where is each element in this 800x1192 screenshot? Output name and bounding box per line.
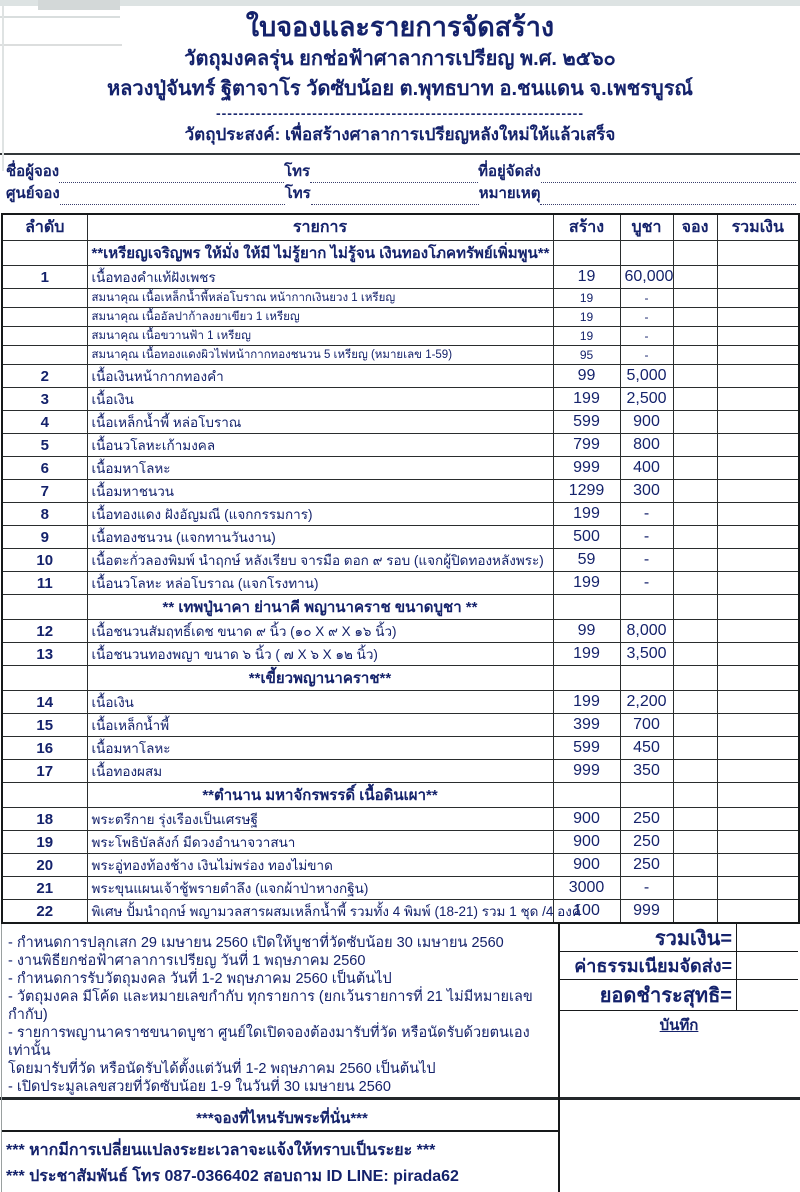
field-label: ชื่อผู้จอง [6,163,60,180]
edition-subtitle: วัตถุมงคลรุ่น ยกช่อฟ้าศาลาการเปรียญ พ.ศ. ๒๕๖๐ [184,48,616,70]
total-entry-cell[interactable] [717,365,799,388]
note-line: โดยมารับที่วัด หรือนัดรับได้ตั้งแต่วันที่ 1-2 พฤษภาคม 2560 เป็นต้นไป [8,1061,436,1077]
price-value: 3,500 [620,643,673,666]
row-number: 2 [2,365,87,388]
note-line: - กำหนดการรับวัตถุมงคล วันที่ 1-2 พฤษภาคม 2560 เป็นต้นไป [8,971,392,987]
total-entry-cell[interactable] [717,572,799,595]
total-entry-cell[interactable] [717,760,799,783]
row-number: 4 [2,411,87,434]
order-entry-cell[interactable] [673,643,717,666]
order-entry-cell[interactable] [673,620,717,643]
row-number [2,346,87,365]
row-number: 3 [2,388,87,411]
made-count: 199 [553,572,620,595]
price-value: - [620,549,673,572]
item-description: พิเศษ ปั้มนำฤกษ์ พญามวลสารผสมเหล็กน้ำพี้ รวมทั้ง 4 พิมพ์ (18-21) รวม 1 ชุด /4 องค์ [87,900,553,924]
item-description: พระโพธิบัลลังก์ มีดวงอำนาจวาสนา [87,831,553,854]
memo-label: บันทึก [659,1017,699,1034]
order-entry-cell[interactable] [673,457,717,480]
section-title: ** เทพปู่นาคา ย่านาคี พญานาคราช ขนาดบูชา ** [87,595,553,620]
section-title: **เขี้ยวพญานาคราช** [87,666,553,691]
field-label: ที่อยู่จัดส่ง [478,163,541,180]
price-value: 350 [620,760,673,783]
made-count: 1299 [553,480,620,503]
order-entry-cell[interactable] [673,289,717,308]
footer-notes [2,1130,558,1192]
item-description: พระอู่ทองท้องช้าง เงินไม่พร่อง ทองไม่ขาด [87,854,553,877]
made-count: 95 [553,346,620,365]
price-value: 999 [620,900,673,924]
total-entry-cell[interactable] [717,737,799,760]
table-row [2,457,799,480]
row-number: 5 [2,434,87,457]
total-entry-cell[interactable] [717,691,799,714]
price-value [620,595,673,620]
made-count: 999 [553,457,620,480]
total-entry-cell[interactable] [717,666,799,691]
order-entry-cell[interactable] [673,877,717,900]
table-row [2,289,799,308]
section-row [2,241,799,266]
item-description: เนื้อทองชนวน (แจกทานวันงาน) [87,526,553,549]
table-row [2,327,799,346]
item-description: เนื้อทองผสม [87,760,553,783]
order-entry-cell[interactable] [673,854,717,877]
order-entry-cell[interactable] [673,691,717,714]
total-entry-cell[interactable] [717,308,799,327]
total-entry-cell[interactable] [717,854,799,877]
order-entry-cell[interactable] [673,549,717,572]
price-value [620,783,673,808]
price-value: 5,000 [620,365,673,388]
item-description: เนื้อชนวนสัมฤทธิ์เดช ขนาด ๙ นิ้ว (๑๐ X ๙ X ๑๖ นิ้ว) [87,620,553,643]
made-count: 3000 [553,877,620,900]
total-entry-cell[interactable] [717,620,799,643]
item-description: สมนาคุณ เนื้อขวานฟ้า 1 เหรียญ [87,327,553,346]
total-entry-cell[interactable] [717,595,799,620]
price-value [620,241,673,266]
order-entry-cell[interactable] [673,346,717,365]
total-label: ยอดชำระสุทธิ= [599,985,732,1007]
table-row [2,714,799,737]
column-header-total: รวมเงิน [717,214,799,241]
made-count: 19 [553,266,620,289]
table-row [2,365,799,388]
made-count: 799 [553,434,620,457]
made-count: 399 [553,714,620,737]
order-entry-cell[interactable] [673,900,717,924]
order-entry-cell[interactable] [673,808,717,831]
page-title: ใบจองและรายการจัดสร้าง [245,12,555,42]
table-row [2,388,799,411]
row-number: 13 [2,643,87,666]
made-count [553,241,620,266]
total-entry-cell[interactable] [717,457,799,480]
row-number [2,327,87,346]
made-count: 100 [553,900,620,924]
price-value: 300 [620,480,673,503]
item-description: เนื้อมหาชนวน [87,480,553,503]
made-count: 599 [553,411,620,434]
total-entry-cell[interactable] [717,714,799,737]
order-entry-cell[interactable] [673,783,717,808]
item-description: เนื้อมหาโลหะ [87,457,553,480]
table-row [2,266,799,289]
price-value: 450 [620,737,673,760]
order-entry-cell[interactable] [673,266,717,289]
order-entry-cell[interactable] [673,503,717,526]
dashed-divider: ----------------------------------------------------------------- [215,105,585,121]
totals-rows [560,924,798,1011]
item-description: สมนาคุณ เนื้ออัลปาก้าลงยาเขียว 1 เหรียญ [87,308,553,327]
made-count: 199 [553,643,620,666]
item-description: พระตรีกาย รุ่งเรืองเป็นเศรษฐี [87,808,553,831]
total-label: รวมเงิน= [654,927,732,950]
price-value: 800 [620,434,673,457]
price-value: - [620,327,673,346]
made-count: 59 [553,549,620,572]
section-title: **ตำนาน มหาจักรพรรดิ์ เนื้อดินเผา** [87,783,553,808]
table-row [2,549,799,572]
made-count: 900 [553,808,620,831]
row-number: 21 [2,877,87,900]
total-entry-cell[interactable] [717,900,799,924]
order-table [1,213,800,924]
fill-in-field[interactable] [311,192,479,205]
price-value: 400 [620,457,673,480]
order-entry-cell[interactable] [673,388,717,411]
table-row [2,854,799,877]
order-entry-cell[interactable] [673,714,717,737]
price-value: - [620,308,673,327]
total-row [560,952,798,980]
row-number [2,595,87,620]
total-entry-cell[interactable] [717,289,799,308]
made-count: 199 [553,503,620,526]
table-row [2,620,799,643]
column-header-made: สร้าง [553,214,620,241]
made-count [553,783,620,808]
booking-fields [0,155,800,213]
scan-artifact [38,0,120,10]
price-value: - [620,346,673,365]
item-description: เนื้อมหาโลหะ [87,737,553,760]
row-number: 6 [2,457,87,480]
field-label: หมายเหตุ [478,185,541,202]
table-row [2,808,799,831]
order-entry-cell[interactable] [673,308,717,327]
pickup-note: ***จองที่ไหนรับพระที่นั่น*** [196,1110,368,1127]
total-entry-cell[interactable] [717,266,799,289]
row-number [2,241,87,266]
table-header-row [2,214,799,241]
fill-in-field[interactable] [59,170,284,183]
made-count [553,595,620,620]
price-value: 2,200 [620,691,673,714]
order-entry-cell[interactable] [673,480,717,503]
table-row [2,434,799,457]
footer-line: *** หากมีการเปลี่ยนแปลงระยะเวลาจะแจ้งให้ทราบเป็นระยะ *** [6,1142,436,1159]
total-label: ค่าธรรมเนียมจัดส่ง= [574,956,732,976]
section-row [2,595,799,620]
total-entry-cell[interactable] [717,327,799,346]
made-count: 599 [553,737,620,760]
price-value: 2,500 [620,388,673,411]
table-row [2,572,799,595]
order-entry-cell[interactable] [673,760,717,783]
total-entry-cell[interactable] [717,388,799,411]
row-number: 22 [2,900,87,924]
field-label: โทร [284,185,311,202]
fill-in-field[interactable] [541,170,796,183]
price-value [620,666,673,691]
total-entry-cell[interactable] [717,831,799,854]
item-description: เนื้อเงิน [87,388,553,411]
total-entry-cell[interactable] [717,526,799,549]
price-value: - [620,289,673,308]
section-title: **เหรียญเจริญพร ให้มั่ง ให้มี ไม่รู้ยาก ไม่รู้จน เงินทองโภคทรัพย์เพิ่มพูน** [87,241,553,266]
row-number: 9 [2,526,87,549]
made-count: 19 [553,327,620,346]
price-value: 250 [620,854,673,877]
total-row [560,980,798,1011]
total-entry-cell[interactable] [717,434,799,457]
price-value: - [620,526,673,549]
table-row [2,877,799,900]
footer-line: *** ประชาสัมพันธ์ โทร 087-0366402 สอบถาม ID LINE: pirada62 [6,1168,459,1185]
item-description: เนื้อเหล็กน้ำพี้ [87,714,553,737]
notes-list [8,934,556,1096]
row-number: 16 [2,737,87,760]
note-line: - เปิดประมูลเลขสวยที่วัดซับน้อย 1-9 ในวันที่ 30 เมษายน 2560 [8,1079,391,1095]
memo-box[interactable] [560,1011,798,1192]
made-count: 19 [553,289,620,308]
table-row [2,411,799,434]
total-entry-cell[interactable] [717,480,799,503]
order-entry-cell[interactable] [673,434,717,457]
table-row [2,346,799,365]
row-number: 1 [2,266,87,289]
item-description: เนื้อเหล็กน้ำพี้ หล่อโบราณ [87,411,553,434]
total-row [560,924,798,952]
temple-subtitle: หลวงปู่จันทร์ ฐิตาจาโร วัดซับน้อย ต.พุทธบาท อ.ชนแดน จ.เพชรบูรณ์ [106,78,693,100]
made-count: 99 [553,365,620,388]
total-entry-cell[interactable] [717,877,799,900]
column-header-price: บูชา [620,214,673,241]
row-number [2,783,87,808]
row-number: 19 [2,831,87,854]
schedule-notes [2,924,558,1130]
table-row [2,900,799,924]
order-entry-cell[interactable] [673,241,717,266]
order-table-body [2,214,799,923]
price-value: 250 [620,831,673,854]
column-header-index: ลำดับ [2,214,87,241]
section-row [2,783,799,808]
bottom-section [1,924,798,1192]
order-entry-cell[interactable] [673,595,717,620]
scan-artifact [2,6,4,171]
order-entry-cell[interactable] [673,365,717,388]
price-value: 700 [620,714,673,737]
order-entry-cell[interactable] [673,831,717,854]
total-value-cell[interactable] [736,952,798,979]
scan-artifact [0,44,122,46]
totals-panel [558,924,798,1192]
row-number: 8 [2,503,87,526]
total-value-cell[interactable] [736,924,798,951]
form-line [6,185,796,205]
made-count [553,666,620,691]
total-entry-cell[interactable] [717,411,799,434]
table-row [2,831,799,854]
scan-artifact [0,0,800,6]
row-number: 15 [2,714,87,737]
row-number: 18 [2,808,87,831]
table-row [2,480,799,503]
total-entry-cell[interactable] [717,643,799,666]
document-header [0,0,800,148]
price-value: - [620,503,673,526]
made-count: 199 [553,691,620,714]
row-number [2,289,87,308]
item-description: เนื้อตะกั่วลองพิมพ์ นำฤกษ์ หลังเรียบ จารมือ ตอก ๙ รอบ (แจกผู้ปิดทองหลังพระ) [87,549,553,572]
made-count: 900 [553,854,620,877]
section-row [2,666,799,691]
table-row [2,503,799,526]
item-description: เนื้อทองแดง ฝังอัญมณี (แจกกรรมการ) [87,503,553,526]
table-row [2,691,799,714]
price-value: - [620,877,673,900]
total-entry-cell[interactable] [717,549,799,572]
row-number [2,308,87,327]
item-description: เนื้อทองคำแท้ฝังเพชร [87,266,553,289]
made-count: 999 [553,760,620,783]
row-number: 10 [2,549,87,572]
item-description: เนื้อเงินหน้ากากทองคำ [87,365,553,388]
note-line: - รายการพญานาคราชขนาดบูชา ศูนย์ใดเปิดจองต้องมารับที่วัด หรือนัดรับด้วยตนเอง เท่านั้น [8,1025,530,1059]
price-value: 900 [620,411,673,434]
made-count: 500 [553,526,620,549]
item-description: เนื้อนวโลหะ หล่อโบราณ (แจกโรงทาน) [87,572,553,595]
total-entry-cell[interactable] [717,503,799,526]
scan-artifact [0,16,120,18]
row-number: 12 [2,620,87,643]
item-description: สมนาคุณ เนื้อเหล็กน้ำพี้หล่อโบราณ หน้ากากเงินยวง 1 เหรียญ [87,289,553,308]
item-description: พระขุนแผนเจ้าชู้พรายตำลึง (แจกผ้าป่าหางกฐิน) [87,877,553,900]
table-row [2,737,799,760]
made-count: 99 [553,620,620,643]
column-header-item: รายการ [87,214,553,241]
table-row [2,308,799,327]
table-row [2,526,799,549]
item-description: เนื้อเงิน [87,691,553,714]
total-value-cell[interactable] [736,980,798,1010]
field-label: โทร [284,163,311,180]
order-entry-cell[interactable] [673,327,717,346]
item-description: เนื้อชนวนทองพญา ขนาด ๖ นิ้ว ( ๗ X ๖ X ๑๒ นิ้ว) [87,643,553,666]
row-number [2,666,87,691]
price-value: - [620,572,673,595]
note-line: - กำหนดการปลุกเสก 29 เมษายน 2560 เปิดให้บูชาที่วัดซับน้อย 30 เมษายน 2560 [8,935,504,951]
total-entry-cell[interactable] [717,808,799,831]
note-line: - งานพิธียกช่อฟ้าศาลาการเปรียญ วันที่ 1 พฤษภาคม 2560 [8,953,366,969]
table-row [2,760,799,783]
order-entry-cell[interactable] [673,411,717,434]
row-number: 14 [2,691,87,714]
order-entry-cell[interactable] [673,737,717,760]
fill-in-field[interactable] [60,192,285,205]
row-number: 20 [2,854,87,877]
row-number: 11 [2,572,87,595]
price-value: 8,000 [620,620,673,643]
price-value: 250 [620,808,673,831]
table-row [2,643,799,666]
item-description: สมนาคุณ เนื้อทองแดงผิวไฟหน้ากากทองชนวน 5 เหรียญ (หมายเลข 1-59) [87,346,553,365]
row-number: 7 [2,480,87,503]
made-count: 900 [553,831,620,854]
fill-in-field[interactable] [540,192,796,205]
fill-in-field[interactable] [310,170,478,183]
order-entry-cell[interactable] [673,526,717,549]
order-entry-cell[interactable] [673,666,717,691]
made-count: 199 [553,388,620,411]
price-value: 60,000 [620,266,673,289]
made-count: 19 [553,308,620,327]
total-entry-cell[interactable] [717,783,799,808]
note-line: - วัตถุมงคล มีโค้ด และหมายเลขกำกับ ทุกรายการ (ยกเว้นรายการที่ 21 ไม่มีหมายเลขกำกับ) [8,989,533,1023]
field-label: ศูนย์จอง [6,185,60,202]
item-description: เนื้อนวโลหะเก้ามงคล [87,434,553,457]
order-entry-cell[interactable] [673,572,717,595]
row-number: 17 [2,760,87,783]
form-line [6,163,796,183]
column-header-order: จอง [673,214,717,241]
total-entry-cell[interactable] [717,346,799,365]
purpose-line: วัตถุประสงค์: เพื่อสร้างศาลาการเปรียญหลังใหม่ให้แล้วเสร็จ [184,125,616,144]
total-entry-cell[interactable] [717,241,799,266]
